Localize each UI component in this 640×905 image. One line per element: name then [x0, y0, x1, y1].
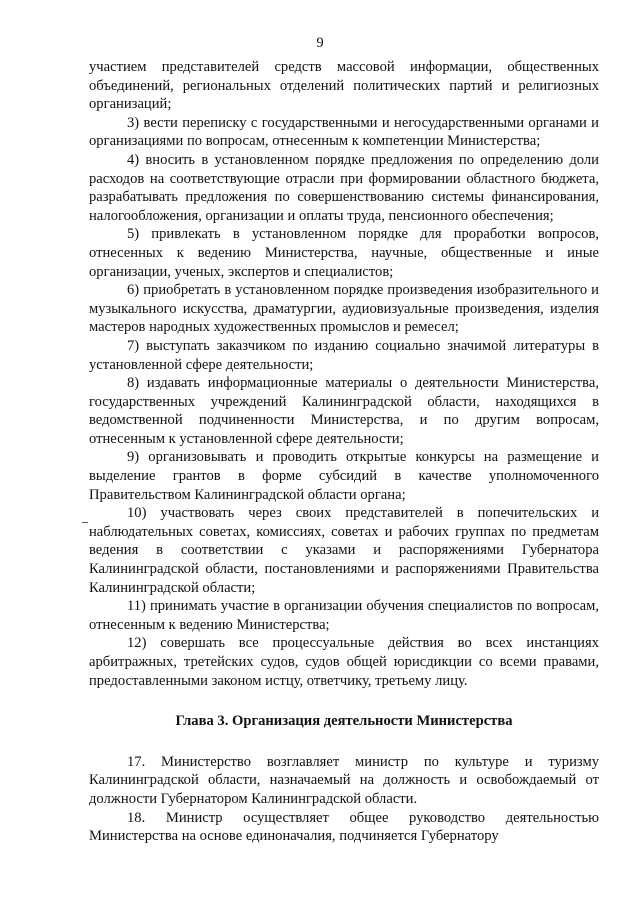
paragraph: 8) издавать информационные материалы о деятельности Министерства, государственных учреждений Калининградской области, находящихся в ведомственной подчиненности Министерства, и по другим вопросам, отнесенным к установленной сфере деятельности;	[89, 375, 599, 447]
paragraph-list-bottom	[89, 753, 599, 846]
paragraph: 12) совершать все процессуальные действия во всех инстанциях арбитражных, третейских судов, судов общей юрисдикции со всеми правами, предоставленными законом истцу, ответчику, третьему лицу.	[89, 635, 599, 689]
paragraph: участием представителей средств массовой информации, общественных объединений, региональных отделений политических партий и религиозных организаций;	[89, 59, 599, 113]
paragraph: 9) организовывать и проводить открытые конкурсы на размещение и выделение грантов в форме субсидий в качестве уполномоченного Правительством Калининградской области органа;	[89, 449, 599, 503]
paragraph: 7) выступать заказчиком по изданию социально значимой литературы в установленной сфере деятельности;	[89, 337, 599, 373]
paragraph: 5) привлекать в установленном порядке для проработки вопросов, отнесенных к ведению Министерства, научные, общественные и иные организации, ученых, экспертов и специалистов;	[89, 226, 599, 280]
margin-mark	[82, 522, 88, 523]
paragraph: 10) участвовать через своих представителей в попечительских и наблюдательных советах, комиссиях, советах и рабочих группах по предметам ведения в соответствии с указами и распоряжениями Губернатора Калининградской области, постановлениями и распоряжениями Правительства Калининградской области;	[89, 505, 599, 596]
paragraph-list-top	[89, 58, 599, 690]
paragraph: 18. Министр осуществляет общее руководство деятельностью Министерства на основе единоначалия, подчиняется Губернатору	[89, 809, 599, 845]
paragraph: 4) вносить в установленном порядке предложения по определению доли расходов на соответствующие отрасли при формировании областного бюджета, разрабатывать предложения по совершенствованию системы финансирования, налогообложения, организации и оплаты труда, пенсионного обеспечения;	[89, 151, 599, 224]
chapter-heading: Глава 3. Организация деятельности Министерства	[175, 713, 513, 730]
paragraph: 17. Министерство возглавляет министр по культуре и туризму Калининградской области, назначаемый на должность и освобождаемый от должности Губернатором Калининградской области.	[89, 753, 599, 807]
paragraph: 3) вести переписку с государственными и негосударственными органами и организациями по вопросам, отнесенным к компетенции Министерства;	[89, 114, 599, 150]
paragraph: 6) приобретать в установленном порядке произведения изобразительного и музыкального искусства, драматургии, аудиовизуальные произведения, изделия мастеров народных художественных промыслов и ремесел;	[89, 282, 599, 336]
document-body	[89, 58, 599, 846]
page-number: 9	[316, 35, 324, 51]
paragraph: 11) принимать участие в организации обучения специалистов по вопросам, отнесенным к ведению Министерства;	[89, 598, 599, 633]
